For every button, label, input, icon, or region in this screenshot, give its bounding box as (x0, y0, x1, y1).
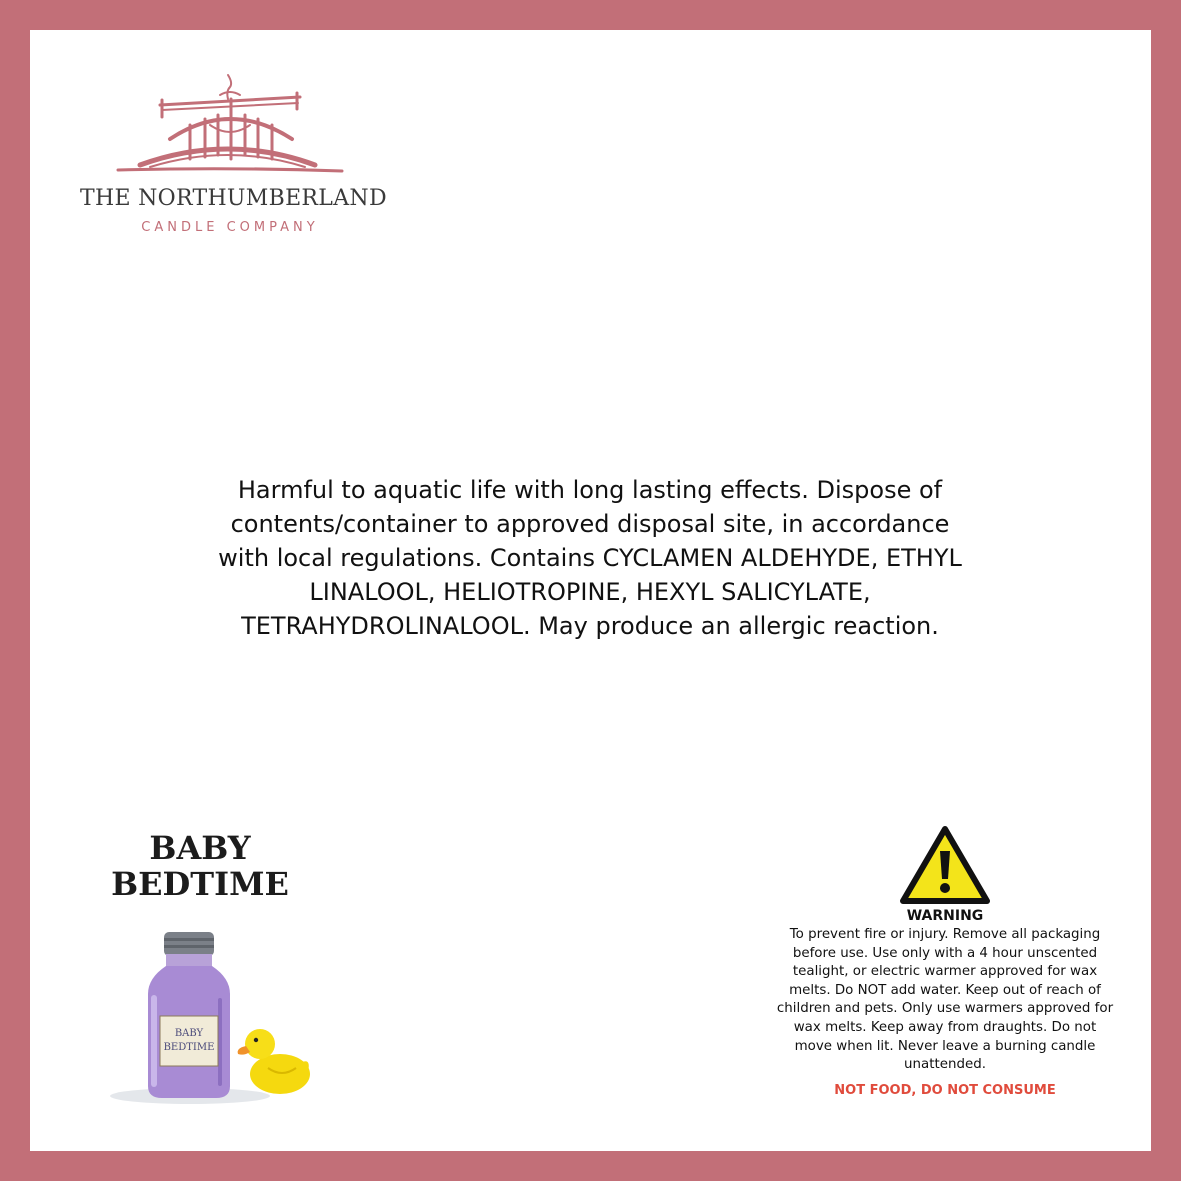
warning-triangle-icon (899, 825, 991, 905)
warning-title: WARNING (906, 908, 984, 924)
product-label (30, 30, 1151, 1151)
bridge-and-candle-logo (110, 55, 350, 180)
brand-subtitle: CANDLE COMPANY (141, 220, 319, 235)
warning-block (775, 825, 1115, 1098)
product-name-line1: BABY (149, 829, 251, 867)
warning-text: To prevent fire or injury. Remove all packaging before use. Use only with a 4 hour unscented tealight, or electric warmer approved for wax melts. Do NOT add water. Keep out of reach of children and pets. Only use warmers approved for wax melts. Keep away from draughts. Do not move when lit. Never leave a burning candle unattended. (776, 927, 1114, 1073)
brand-logo (80, 55, 387, 240)
lavender-bottle-and-rubber-duck-illustration (110, 928, 310, 1113)
svg-text:BEDTIME: BEDTIME (163, 1042, 215, 1053)
product-name-line2: BEDTIME (111, 865, 289, 903)
brand-name: THE NORTHUMBERLAND (80, 186, 387, 211)
not-food-notice: NOT FOOD, DO NOT CONSUME (834, 1082, 1056, 1098)
product-name (70, 830, 330, 902)
hazard-statement: Harmful to aquatic life with long lasting effects. Dispose of contents/container to approved disposal site, in accordance with local regulations. Contains CYCLAMEN ALDEHYDE, ETHYL LINALOOL, HELIOTROPINE, HEXYL SALICYLATE, TETRAHYDROLINALOOL. May produce an allergic reaction. (218, 476, 962, 640)
svg-text:BABY: BABY (174, 1028, 204, 1039)
